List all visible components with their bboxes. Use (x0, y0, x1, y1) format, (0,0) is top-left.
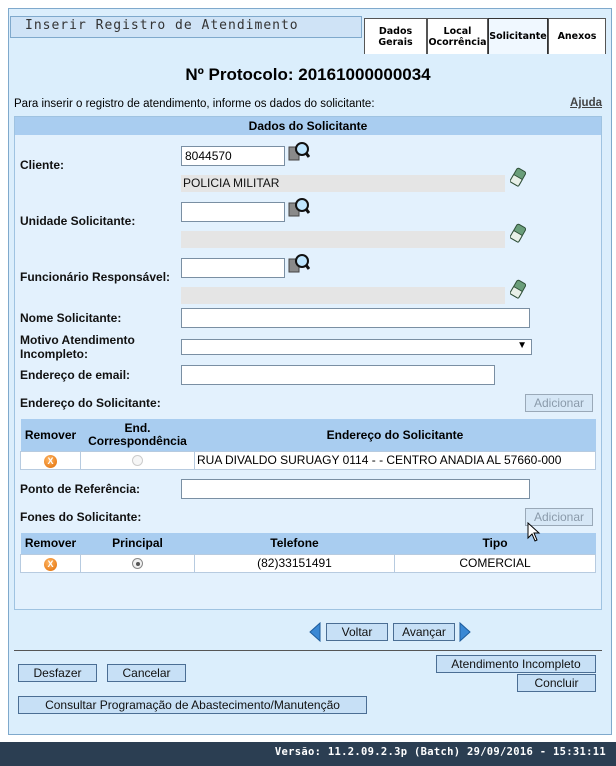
eraser-icon[interactable] (510, 167, 526, 187)
cancel-button[interactable]: Cancelar (107, 664, 186, 682)
version-footer: Versão: 11.2.09.2.3p (Batch) 29/09/2016 - 15:31:11 (0, 742, 616, 766)
remove-cell (21, 554, 81, 572)
consult-button[interactable]: Consultar Programação de Abastecimento/Manutenção (18, 696, 367, 714)
remove-icon[interactable]: X (44, 558, 57, 571)
tab-label: Solicitante (489, 31, 547, 42)
col-correspondencia (81, 419, 195, 451)
add-address-button[interactable]: Adicionar (525, 394, 593, 412)
protocol-number: Nº Protocolo: 20161000000034 (185, 65, 431, 84)
tab-label: Anexos (557, 31, 597, 42)
instructions-text: Para inserir o registro de atendimento, informe os dados do solicitante: (14, 98, 375, 110)
table-row (21, 554, 596, 572)
next-button[interactable]: Avançar (393, 623, 455, 641)
col-address: Endereço do Solicitante (195, 419, 596, 451)
col-phone: Telefone (195, 533, 395, 554)
col-correspondencia-line: End. (124, 420, 151, 435)
col-remove: Remover (21, 419, 81, 451)
cliente-label: Cliente: (20, 158, 65, 172)
phone-table (20, 533, 596, 573)
remove-icon[interactable]: X (44, 455, 57, 468)
back-arrow-icon[interactable] (309, 622, 321, 642)
tab-local-ocorrencia[interactable] (427, 18, 488, 54)
back-button[interactable]: Voltar (326, 623, 388, 641)
correspondence-radio (132, 455, 143, 466)
motivo-label-line: Motivo Atendimento (20, 333, 135, 347)
cliente-name-field: POLICIA MILITAR (181, 175, 505, 192)
undo-button[interactable]: Desfazer (18, 664, 97, 682)
cliente-code-field[interactable]: 8044570 (181, 146, 285, 166)
remove-cell (21, 451, 81, 469)
tab-label: Ocorrência (428, 36, 487, 48)
tab-label: Gerais (378, 36, 413, 48)
col-principal: Principal (81, 533, 195, 554)
incomplete-button[interactable]: Atendimento Incompleto (436, 655, 596, 673)
search-icon[interactable] (288, 197, 310, 219)
eraser-icon[interactable] (510, 279, 526, 299)
mouse-cursor-icon (527, 522, 541, 542)
search-icon[interactable] (288, 141, 310, 163)
correspondence-cell (81, 451, 195, 469)
motivo-label-line: Incompleto: (20, 347, 88, 361)
unidade-code-field[interactable] (181, 202, 285, 222)
motivo-select[interactable] (181, 339, 532, 355)
section-title: Dados do Solicitante (15, 117, 601, 135)
add-phone-button[interactable]: Adicionar (525, 508, 593, 526)
col-remove: Remover (21, 533, 81, 554)
unidade-label: Unidade Solicitante: (20, 214, 136, 228)
tab-label: Local (443, 25, 472, 37)
tab-anexos[interactable] (548, 18, 606, 54)
funcionario-label: Funcionário Responsável: (20, 270, 171, 284)
funcionario-code-field[interactable] (181, 258, 285, 278)
principal-radio[interactable] (132, 558, 143, 569)
eraser-icon[interactable] (510, 223, 526, 243)
type-cell: COMERCIAL (395, 554, 596, 572)
unidade-name-field (181, 231, 505, 248)
dropdown-arrow-icon: ▼ (517, 340, 527, 351)
finish-button[interactable]: Concluir (517, 674, 596, 692)
referencia-field[interactable] (181, 479, 530, 499)
funcionario-name-field (181, 287, 505, 304)
phone-cell: (82)33151491 (195, 554, 395, 572)
search-icon[interactable] (288, 253, 310, 275)
principal-cell (81, 554, 195, 572)
table-row (21, 451, 596, 469)
motivo-label (20, 333, 135, 361)
window-title: Inserir Registro de Atendimento (10, 16, 362, 38)
fones-label: Fones do Solicitante: (20, 510, 142, 524)
tab-label: Dados (378, 25, 413, 37)
help-link[interactable]: Ajuda (570, 97, 602, 109)
nome-label: Nome Solicitante: (20, 311, 122, 325)
col-correspondencia-line: Correspondência (88, 433, 187, 448)
endereco-label: Endereço do Solicitante: (20, 396, 161, 410)
nome-field[interactable] (181, 308, 530, 328)
email-label: Endereço de email: (20, 368, 131, 382)
tab-dados-gerais[interactable] (364, 18, 427, 54)
col-type: Tipo (395, 533, 596, 554)
address-cell: RUA DIVALDO SURUAGY 0114 - - CENTRO ANADIA AL 57660-000 (195, 451, 596, 469)
next-arrow-icon[interactable] (459, 622, 471, 642)
address-table (20, 419, 596, 470)
referencia-label: Ponto de Referência: (20, 482, 141, 496)
divider (14, 650, 602, 651)
email-field[interactable] (181, 365, 495, 385)
tab-solicitante[interactable] (488, 18, 548, 54)
